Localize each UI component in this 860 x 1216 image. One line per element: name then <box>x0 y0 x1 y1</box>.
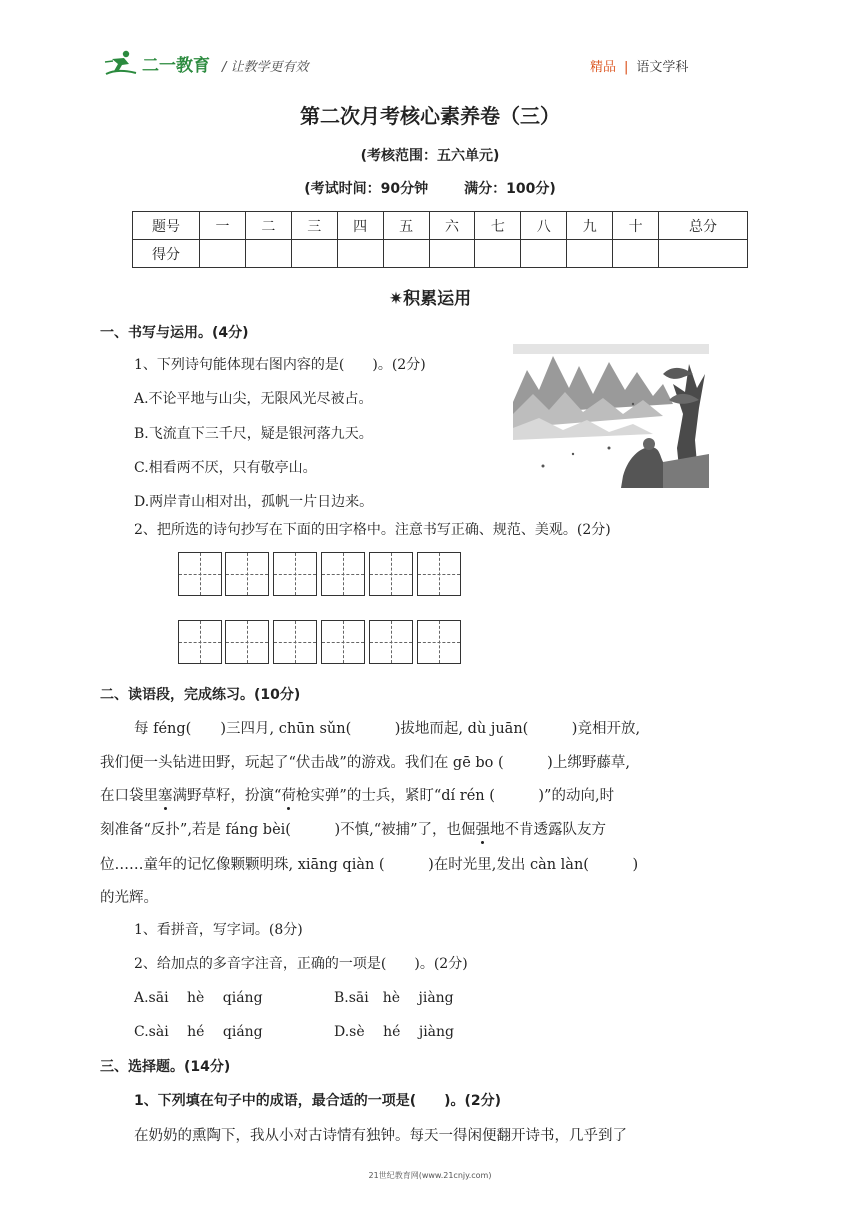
part2-q2: 2、给加点的多音字注音，正确的一项是( )。(2分) <box>134 956 468 972</box>
tianzi-box[interactable] <box>321 552 365 596</box>
pinyin-option-b: B.sāi hè jiàng <box>334 990 454 1006</box>
dotted-char: 塞 <box>158 788 173 804</box>
option-a: A.不论平地与山尖，无限风光尽被占。 <box>134 391 373 407</box>
part1-q1: 1、下列诗句能体现右图内容的是( )。(2分) <box>134 357 426 373</box>
table-header-cell: 九 <box>567 212 613 240</box>
subject: 语文学科 <box>636 60 689 75</box>
pinyin-option-d: D.sè hé jiàng <box>334 1024 454 1040</box>
score-cell[interactable] <box>475 240 521 268</box>
score-cell[interactable] <box>429 240 475 268</box>
score-cell[interactable] <box>245 240 291 268</box>
score-cell[interactable] <box>337 240 383 268</box>
option-d: D.两岸青山相对出，孤帆一片日边来。 <box>134 494 374 510</box>
tianzi-box[interactable] <box>321 620 365 664</box>
pinyin-option-c: C.sài hé qiáng <box>134 1024 263 1040</box>
tianzi-box[interactable] <box>178 620 222 664</box>
header-right <box>590 56 688 75</box>
tianzi-box[interactable] <box>417 620 461 664</box>
passage-line-5: 位……童年的记忆像颗颗明珠, xiāng qiàn ( )在时光里,发出 càn làn( ) <box>100 857 639 873</box>
tianzi-box[interactable] <box>417 552 461 596</box>
full-score: 满分：100分) <box>464 181 556 197</box>
passage-line-1: 每 féng( )三四月, chūn sǔn( )拔地而起, dù juān( )竞相开放, <box>134 721 641 737</box>
score-cell[interactable] <box>567 240 613 268</box>
header-separator: | <box>624 60 629 75</box>
part3-heading: 三、选择题。(14分) <box>100 1059 231 1075</box>
badge: 精品 <box>590 60 617 75</box>
table-header-cell: 十 <box>613 212 659 240</box>
table-header-cell: 八 <box>521 212 567 240</box>
passage-line-4: 刻准备“反扑”,若是 fáng bèi( )不慎,“被捕”了，也倔强地不肯透露队友方 <box>100 822 607 838</box>
score-cell[interactable] <box>383 240 429 268</box>
exam-meta <box>0 178 860 198</box>
score-cell[interactable] <box>613 240 659 268</box>
score-cell[interactable] <box>521 240 567 268</box>
logo-text: 二一教育 <box>142 55 210 76</box>
part1-q2: 2、把所选的诗句抄写在下面的田字格中。注意书写正确、规范、美观。(2分) <box>134 522 611 538</box>
part2-q1: 1、看拼音，写字词。(8分) <box>134 922 303 938</box>
exam-time: (考试时间：90分钟 <box>304 181 429 197</box>
runner-logo-icon <box>104 50 138 76</box>
tianzi-box[interactable] <box>225 620 269 664</box>
page-title: 第二次月考核心素养卷（三） <box>300 104 560 128</box>
tianzi-box[interactable] <box>273 552 317 596</box>
score-cell[interactable] <box>200 240 246 268</box>
table-header-cell: 一 <box>200 212 246 240</box>
table-header-cell: 三 <box>291 212 337 240</box>
table-row-label: 得分 <box>133 240 200 268</box>
dotted-char: 强 <box>475 822 491 838</box>
passage-line-2: 我们便一头钻进田野，玩起了“伏击战”的游戏。我们在 gē bo ( )上绑野藤草, <box>100 755 630 771</box>
passage-line-3: 在口袋里塞满野草籽，扮演“荷枪实弹”的士兵，紧盯“dí rén ( )”的动向,时 <box>100 788 615 804</box>
score-table <box>132 211 748 268</box>
section-heading: ✷积累运用 <box>388 289 472 309</box>
table-header-cell: 总分 <box>659 212 748 240</box>
part3-q1: 1、下列填在句子中的成语，最合适的一项是( )。(2分) <box>134 1093 502 1109</box>
tianzi-box[interactable] <box>369 620 413 664</box>
tianzi-box[interactable] <box>225 552 269 596</box>
option-c: C.相看两不厌，只有敬亭山。 <box>134 460 317 476</box>
table-header-cell: 六 <box>429 212 475 240</box>
option-b: B.飞流直下三千尺，疑是银河落九天。 <box>134 426 373 442</box>
table-header-cell: 题号 <box>133 212 200 240</box>
logo <box>104 50 210 76</box>
part1-heading: 一、书写与运用。(4分) <box>100 325 249 341</box>
part3-text: 在奶奶的熏陶下，我从小对古诗情有独钟。每天一得闲便翻开诗书，几乎到了 <box>134 1128 627 1144</box>
pinyin-option-a: A.sāi hè qiáng <box>134 990 263 1006</box>
score-table-header-row <box>133 212 748 240</box>
slogan: / 让教学更有效 <box>222 60 309 75</box>
table-header-cell: 二 <box>245 212 291 240</box>
tianzi-box[interactable] <box>369 552 413 596</box>
score-table-score-row <box>133 240 748 268</box>
dotted-char: 荷 <box>281 788 296 804</box>
table-header-cell: 七 <box>475 212 521 240</box>
tianzi-box[interactable] <box>178 552 222 596</box>
table-header-cell: 五 <box>383 212 429 240</box>
poet-mountain-illustration <box>513 344 709 488</box>
table-header-cell: 四 <box>337 212 383 240</box>
score-cell[interactable] <box>659 240 748 268</box>
score-cell[interactable] <box>291 240 337 268</box>
footer: 21世纪教育网(www.21cnjy.com) <box>368 1171 492 1180</box>
part2-heading: 二、读语段，完成练习。(10分) <box>100 687 301 703</box>
passage-line-6: 的光辉。 <box>100 890 158 906</box>
tianzi-box[interactable] <box>273 620 317 664</box>
exam-scope: (考核范围：五六单元) <box>360 148 500 164</box>
